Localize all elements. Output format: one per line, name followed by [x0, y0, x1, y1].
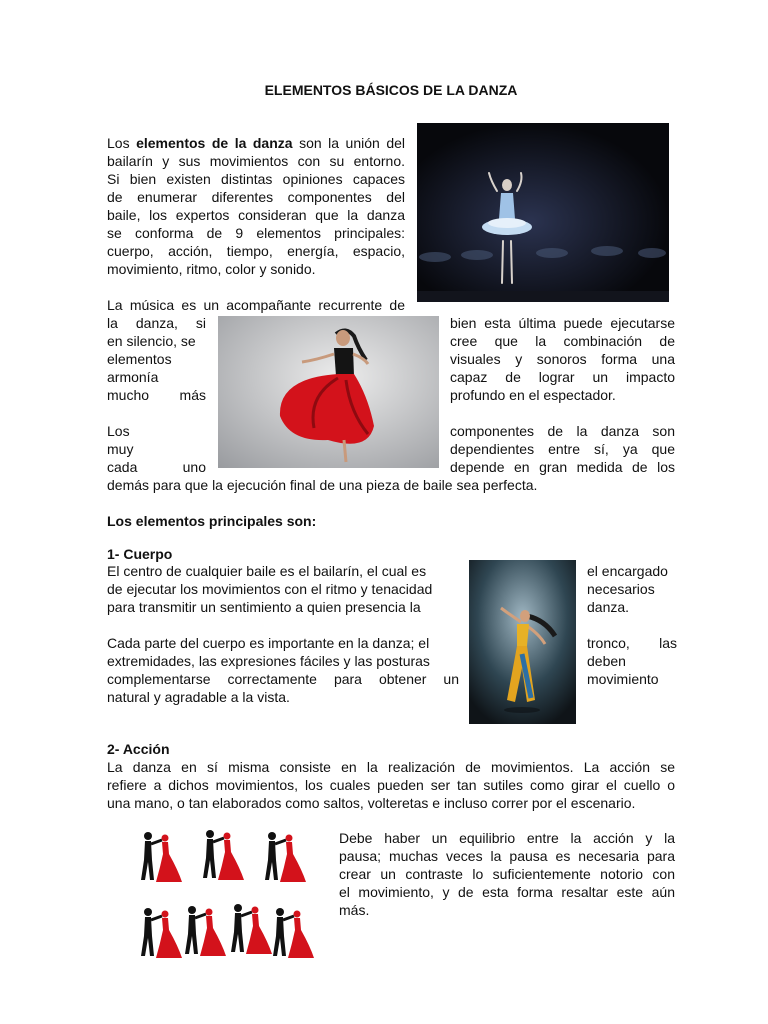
music-line-right: cree que la combinación de [450, 333, 675, 349]
cuerpo-line-right: deben [587, 653, 626, 669]
components-line-right: depende en gran medida de los [450, 459, 675, 475]
components-line: demás para que la ejecución final de una pieza de baile sea perfecta. [107, 477, 538, 493]
accion-side-line: más. [339, 902, 370, 918]
cuerpo-line-right: danza. [587, 599, 630, 615]
principal-heading: Los elementos principales son: [107, 513, 317, 529]
accion-line: una mano, o tan elaborados como saltos, volteretas e incluso correr por el escenario. [107, 795, 636, 811]
music-line-right: capaz de lograr un impacto [450, 369, 675, 385]
cuerpo-line-left: para transmitir un sentimiento a quien presencia la [107, 599, 421, 615]
components-line-right: dependientes entre sí, ya que [450, 441, 675, 457]
section-heading-cuerpo: 1- Cuerpo [107, 546, 173, 562]
cuerpo-line-left: natural y agradable a la vista. [107, 689, 290, 705]
components-line-right: componentes de la danza son [450, 423, 675, 439]
intro-line: de enumerar diferentes componentes del [107, 189, 405, 205]
cuerpo-line-right: el encargado [587, 563, 668, 579]
accion-line: La danza en sí misma consiste en la realización de movimientos. La acción se [107, 759, 675, 775]
music-line-right: bien esta última puede ejecutarse [450, 315, 675, 331]
intro-bold-term: elementos de la danza [136, 135, 293, 151]
cuerpo-line-right: tronco, las [587, 635, 677, 651]
cuerpo-line-right: necesarios [587, 581, 655, 597]
ballroom-couples-silhouettes [134, 826, 314, 968]
contemporary-dancer-photo [469, 560, 576, 724]
cuerpo-line-left: extremidades, las expresiones fáciles y las posturas [107, 653, 430, 669]
components-line-left: Los [107, 423, 130, 439]
cuerpo-line-left: El centro de cualquier baile es el bailarín, el cual es [107, 563, 427, 579]
cuerpo-line-left: de ejecutar los movimientos con el ritmo y tenacidad [107, 581, 433, 597]
intro-line: se conforma de 9 elementos principales: [107, 225, 405, 241]
intro-line-1: Los elementos de la danza son la unión del [107, 135, 406, 151]
intro-line: bailarín y sus movimientos con su entorno. [107, 153, 405, 169]
music-line: La música es un acompañante recurrente de [107, 297, 405, 313]
accion-side-line: pausa; muchas veces la pausa es necesaria para [339, 848, 675, 864]
accion-side-line: Debe haber un equilibrio entre la acción y la [339, 830, 675, 846]
music-line-right: visuales y sonoros forma una [450, 351, 675, 367]
page-title: ELEMENTOS BÁSICOS DE LA DANZA [264, 82, 518, 98]
red-skirt-dancer-photo [218, 316, 439, 468]
accion-side-line: el movimiento, y de esta forma resaltar este aún [339, 884, 675, 900]
cuerpo-line-left: complementarse correctamente para obtener un [107, 671, 459, 687]
cuerpo-line-right: movimiento [587, 671, 659, 687]
intro-line: movimiento, ritmo, color y sonido. [107, 261, 316, 277]
components-line-left: cada uno [107, 459, 206, 475]
accion-line: refiere a dichos movimientos, los cuales pueden ser tan sutiles como girar el cuello o [107, 777, 675, 793]
ballerina-photo [417, 123, 669, 302]
accion-side-line: crear un contraste lo suficientemente notorio con [339, 866, 675, 882]
components-line-left: muy [107, 441, 134, 457]
music-line-left: en silencio, se [107, 333, 196, 349]
music-line-left: mucho más [107, 387, 206, 403]
music-line-left: elementos [107, 351, 172, 367]
music-line-right: profundo en el espectador. [450, 387, 616, 403]
intro-line: Si bien existen distintas opiniones capaces [107, 171, 405, 187]
cuerpo-line-left: Cada parte del cuerpo es importante en la danza; el [107, 635, 430, 651]
intro-line: baile, los expertos consideran que la danza [107, 207, 405, 223]
intro-line: cuerpo, acción, tiempo, energía, espacio, [107, 243, 405, 259]
music-line-left: la danza, si [107, 315, 206, 331]
section-heading-accion: 2- Acción [107, 741, 170, 757]
music-line-left: armonía [107, 369, 159, 385]
